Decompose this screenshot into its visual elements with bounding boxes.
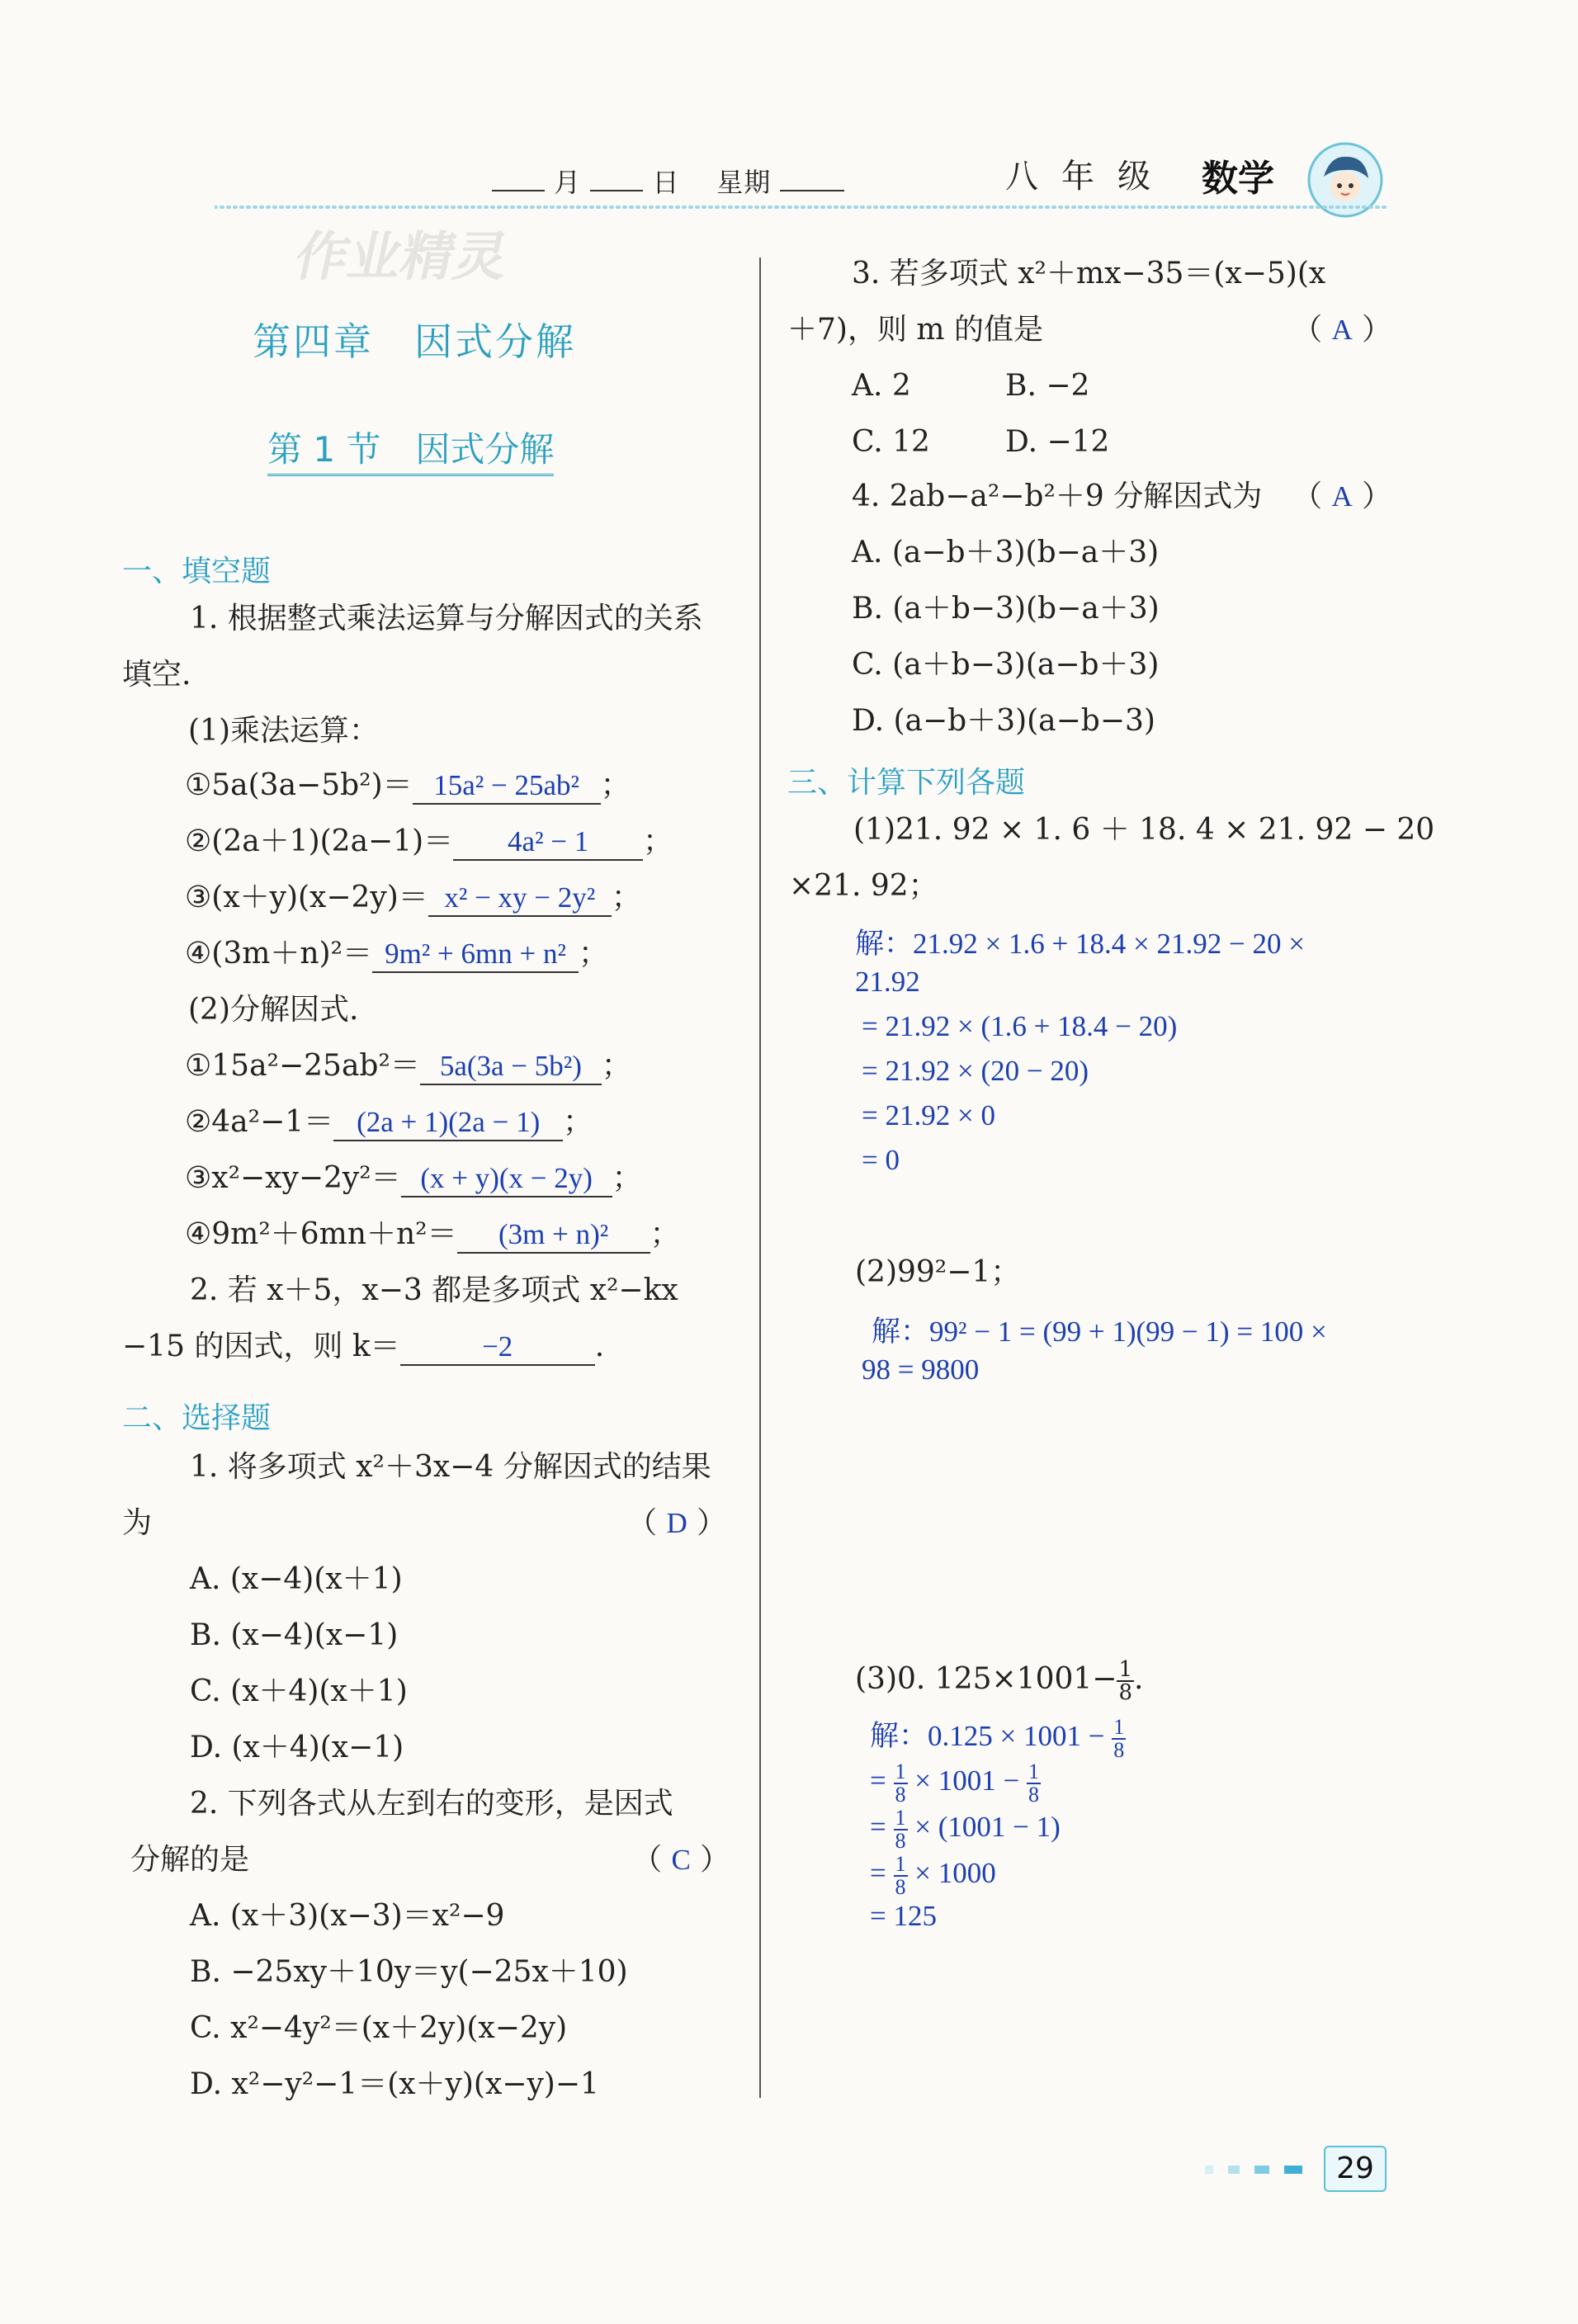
c-q2-answer-bracket: （ C ） (632, 1843, 730, 1877)
fact-1-answer[interactable]: 5a(3a − 5b²) (420, 1049, 602, 1085)
p1-q2-line1: 2. 若 x＋5，x−3 都是多项式 x²−kx (190, 1273, 678, 1307)
calc-2-sol-2: 98 = 9800 (862, 1353, 980, 1386)
part3-heading: 三、计算下列各题 (787, 766, 1026, 800)
p1-fact-1: ①15a²−25ab²＝ 5a(3a − 5b²) ； (185, 1048, 631, 1085)
p1-mult-1: ①5a(3a−5b²)＝ 15a² − 25ab² ； (185, 768, 631, 805)
p1-mult-2: ②(2a＋1)(2a−1)＝ 4a² − 1 ； (185, 824, 673, 861)
header-dotted-rule (215, 203, 1387, 211)
part2-heading: 二、选择题 (122, 1401, 272, 1435)
mult-4-expr: ④(3m＋n)²＝ (185, 937, 373, 971)
c-q1-opt-c[interactable]: C. (x＋4)(x＋1) (190, 1675, 408, 1708)
weekday-label: 星期 (716, 167, 772, 198)
c-q4-line1: 4. 2ab−a²−b²＋9 分解因式为 (852, 479, 1263, 513)
month-label: 月 (554, 167, 582, 198)
fact-2-expr: ②4a²−1＝ (185, 1105, 334, 1139)
c-q1-opt-b[interactable]: B. (x−4)(x−1) (190, 1618, 399, 1652)
mult-1-expr: ①5a(3a−5b²)＝ (185, 768, 413, 802)
c-q1-answer-bracket: （ D ） (627, 1506, 727, 1540)
q2-stem: −15 的因式，则 k＝ (122, 1330, 400, 1363)
mult-3-expr: ③(x＋y)(x−2y)＝ (185, 881, 428, 914)
c-q1-line1: 1. 将多项式 x²＋3x−4 分解因式的结果 (190, 1450, 711, 1484)
month-blank (492, 167, 545, 191)
c-q1-opt-d[interactable]: D. (x＋4)(x−1) (190, 1731, 404, 1764)
p1-sub2: (2)分解因式. (188, 993, 359, 1027)
fact-3-expr: ③x²−xy−2y²＝ (185, 1161, 401, 1195)
c-q2-line1: 2. 下列各式从左到右的变形，是因式 (190, 1787, 673, 1821)
fact-1-expr: ①15a²−25ab²＝ (185, 1049, 420, 1083)
c-q4-answer-bracket: （ A ） (1292, 479, 1392, 513)
c-q3-opt-c[interactable]: C. 12 (852, 425, 930, 459)
calc-1-sol-6: = 0 (862, 1144, 900, 1176)
c-q1-opt-a[interactable]: A. (x−4)(x＋1) (190, 1562, 403, 1596)
fact-2-answer[interactable]: (2a + 1)(2a − 1) (333, 1105, 563, 1141)
c-q3-line1: 3. 若多项式 x²＋mx−35＝(x−5)(x (852, 257, 1326, 290)
calc-3-sol-1: 解：0.125 × 1001 − $\frac{1}{8}$ (870, 1714, 1125, 1762)
c-q4-opt-c[interactable]: C. (a＋b−3)(a−b＋3) (852, 648, 1160, 682)
fact-4-answer[interactable]: (3m + n)² (457, 1217, 650, 1254)
calc-3-sol-5: = 125 (870, 1900, 937, 1932)
p1-q1-line1: 1. 根据整式乘法运算与分解因式的关系 (190, 602, 703, 635)
c-q2-line2: 分解的是 (130, 1843, 250, 1877)
mult-2-expr: ②(2a＋1)(2a−1)＝ (185, 824, 454, 858)
subject-label: 数学 (1202, 158, 1274, 200)
calc-2-sol-1: 解：99² − 1 = (99 + 1)(99 − 1) = 100 × (872, 1316, 1327, 1348)
calc-1-line1: (1)21. 92 × 1. 6 ＋ 18. 4 × 21. 92 − 20 (853, 813, 1435, 847)
p1-mult-4: ④(3m＋n)²＝ 9m² + 6mn + n² ； (185, 936, 608, 973)
section-title: 第 1 节 因式分解 (267, 423, 554, 476)
sol-frac-3: $\frac{1}{8}$ (1028, 1760, 1039, 1807)
c-q2-opt-a[interactable]: A. (x＋3)(x−3)＝x²−9 (190, 1899, 505, 1933)
c-q2-opt-d[interactable]: D. x²−y²−1＝(x＋y)(x−y)−1 (190, 2067, 599, 2101)
calc-3-expr: (3)0. 125×1001− (855, 1662, 1117, 1696)
c-q4-answer[interactable]: A (1331, 480, 1353, 513)
c-q4-opt-a[interactable]: A. (a−b＋3)(b−a＋3) (852, 536, 1160, 569)
sol-frac-4: $\frac{1}{8}$ (895, 1806, 906, 1853)
calc-1-sol-2: 21.92 (855, 966, 920, 998)
c-q3-opt-d[interactable]: D. −12 (1005, 425, 1110, 459)
part1-heading: 一、填空题 (122, 555, 272, 588)
c-q3-answer[interactable]: A (1331, 314, 1353, 346)
c-q4-opt-d[interactable]: D. (a−b＋3)(a−b−3) (852, 704, 1155, 738)
calc-3-fraction: $\frac{1}{8}$ (1118, 1657, 1132, 1705)
calc-3-sol-3: = $\frac{1}{8}$ × (1001 − 1) (870, 1806, 1061, 1853)
mult-2-answer[interactable]: 4a² − 1 (453, 824, 643, 861)
grade-label: 八年级 (1005, 158, 1174, 196)
mult-3-answer[interactable]: x² − xy − 2y² (428, 881, 612, 917)
mult-1-answer[interactable]: 15a² − 25ab² (413, 768, 601, 805)
weekday-blank (780, 167, 844, 191)
calc-2-line: (2)99²−1； (855, 1255, 1021, 1289)
mult-4-answer[interactable]: 9m² + 6mn + n² (372, 937, 579, 973)
c-q1-line2: 为 (122, 1506, 153, 1540)
date-field (492, 162, 844, 200)
p1-fact-3: ③x²−xy−2y²＝ (x + y)(x − 2y) ； (185, 1160, 642, 1197)
c-q3-opt-b[interactable]: B. −2 (1005, 369, 1090, 403)
p1-mult-3: ③(x＋y)(x−2y)＝ x² − xy − 2y² ； (185, 880, 641, 917)
calc-1-line2: ×21. 92； (789, 869, 938, 903)
c-q2-answer[interactable]: C (671, 1844, 691, 1876)
sol-frac-5: $\frac{1}{8}$ (895, 1852, 906, 1899)
calc-1-sol-3: = 21.92 × (1.6 + 18.4 − 20) (862, 1010, 1178, 1042)
p1-fact-2: ②4a²−1＝ (2a + 1)(2a − 1) ； (185, 1104, 593, 1141)
p1-q2-line2: −15 的因式，则 k＝ −2 . (122, 1329, 604, 1366)
chapter-title: 第四章 因式分解 (253, 319, 576, 364)
c-q3-answer-bracket: （ A ） (1292, 313, 1392, 347)
p1-q1-line2: 填空. (122, 658, 191, 692)
calc-3-line: (3)0. 125×1001− $\frac{1}{8}$ . (855, 1657, 1144, 1705)
c-q4-opt-b[interactable]: B. (a＋b−3)(b−a＋3) (852, 592, 1160, 626)
p1-fact-4: ④9m²＋6mn＋n²＝ (3m + n)² ； (185, 1216, 680, 1254)
fact-3-answer[interactable]: (x + y)(x − 2y) (401, 1161, 612, 1197)
sol-frac-2: $\frac{1}{8}$ (895, 1760, 906, 1807)
fact-4-expr: ④9m²＋6mn＋n²＝ (185, 1217, 457, 1251)
calc-3-sol-4: = $\frac{1}{8}$ × 1000 (870, 1852, 996, 1899)
p1-sub1: (1)乘法运算： (188, 714, 379, 748)
sol-frac-1: $\frac{1}{8}$ (1113, 1714, 1125, 1762)
k-answer[interactable]: −2 (400, 1330, 595, 1366)
calc-1-sol-5: = 21.92 × 0 (862, 1099, 995, 1131)
c-q1-answer[interactable]: D (666, 1507, 687, 1539)
watermark-logo: 作业精灵 (289, 227, 514, 288)
c-q2-opt-c[interactable]: C. x²−4y²＝(x＋2y)(x−2y) (190, 2011, 568, 2045)
footer-decor (1205, 2161, 1312, 2177)
calc-1-sol-1: 解：21.92 × 1.6 + 18.4 × 21.92 − 20 × (855, 928, 1305, 960)
c-q3-line2: ＋7)，则 m 的值是 (787, 313, 1043, 347)
c-q3-opt-a[interactable]: A. 2 (852, 369, 911, 403)
c-q2-opt-b[interactable]: B. −25xy＋10y＝y(−25x＋10) (190, 1955, 628, 1989)
page-number: 29 (1324, 2146, 1387, 2192)
calc-3-sol-2: = $\frac{1}{8}$ × 1001 − $\frac{1}{8}$ (870, 1760, 1039, 1807)
day-blank (590, 167, 643, 191)
calc-1-sol-4: = 21.92 × (20 − 20) (862, 1055, 1089, 1087)
column-divider (759, 257, 761, 2098)
day-label: 日 (652, 167, 680, 198)
